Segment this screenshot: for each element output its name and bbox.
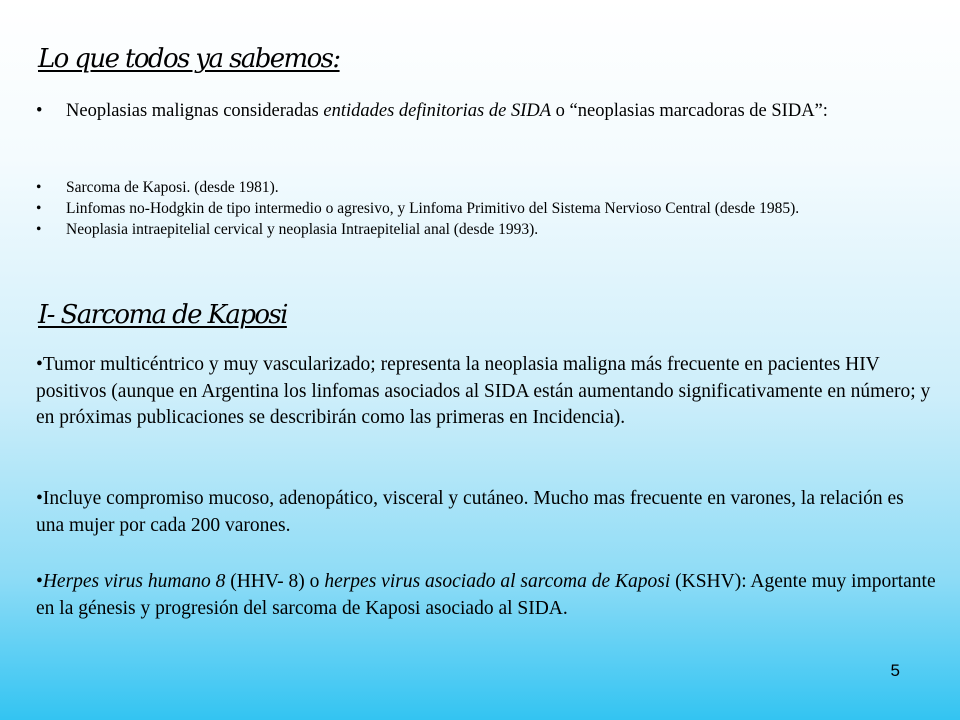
bullet-marker: • — [36, 571, 43, 592]
bullet-marker: • — [36, 179, 42, 196]
kshv-name: herpes virus asociado al sarcoma de Kaposi — [324, 571, 671, 592]
list-item — [36, 198, 916, 219]
hhv8-text-2: (KSHV): Agente muy importante en la génesis y progresión del sarcoma de Kaposi asociado al SIDA. — [36, 571, 936, 619]
intro-emphasis: entidades definitorias de SIDA — [323, 101, 552, 121]
bullet-marker: • — [36, 221, 42, 238]
kaposi-paragraph-involvement: •Incluye compromiso mucoso, adenopático, visceral y cutáneo. Mucho mas frecuente en varones, la relación es una mujer por cada 200 varones. — [36, 488, 904, 536]
hhv8-text-1: (HHV- 8) o — [225, 571, 325, 592]
bullet-marker: • — [36, 101, 43, 121]
bullet-marker: • — [36, 200, 42, 217]
intro-text-start: Neoplasias malignas consideradas — [66, 101, 324, 121]
kaposi-paragraph-tumor: •Tumor multicéntrico y muy vascularizado; representa la neoplasia maligna más frecuente en pacientes HIV positivos (aunque en Argentina los linfomas asociados al SIDA están aumentando significativamente en número; y en próximas publicaciones se describirán como las primeras en Incidencia). — [36, 354, 931, 428]
list-item-text: Linfomas no-Hodgkin de tipo intermedio o agresivo, y Linfoma Primitivo del Sistema Nervioso Central (desde 1985). — [66, 200, 800, 217]
section-heading-known-facts: Lo que todos ya sabemos: — [38, 44, 340, 74]
section-heading-kaposi: I- Sarcoma de Kaposi — [38, 300, 287, 330]
page-number: 5 — [890, 661, 900, 680]
list-item — [36, 177, 916, 198]
kaposi-paragraph-hhv8 — [36, 569, 936, 622]
intro-list — [36, 98, 916, 124]
hhv8-name: Herpes virus humano 8 — [42, 571, 226, 592]
list-item — [36, 219, 916, 240]
neoplasia-list — [36, 177, 916, 240]
intro-bullet-item — [36, 98, 916, 124]
intro-text-end: o “neoplasias marcadoras de SIDA”: — [551, 101, 828, 121]
list-item-text: Neoplasia intraepitelial cervical y neoplasia Intraepitelial anal (desde 1993). — [66, 221, 539, 238]
list-item-text: Sarcoma de Kaposi. (desde 1981). — [66, 179, 279, 196]
